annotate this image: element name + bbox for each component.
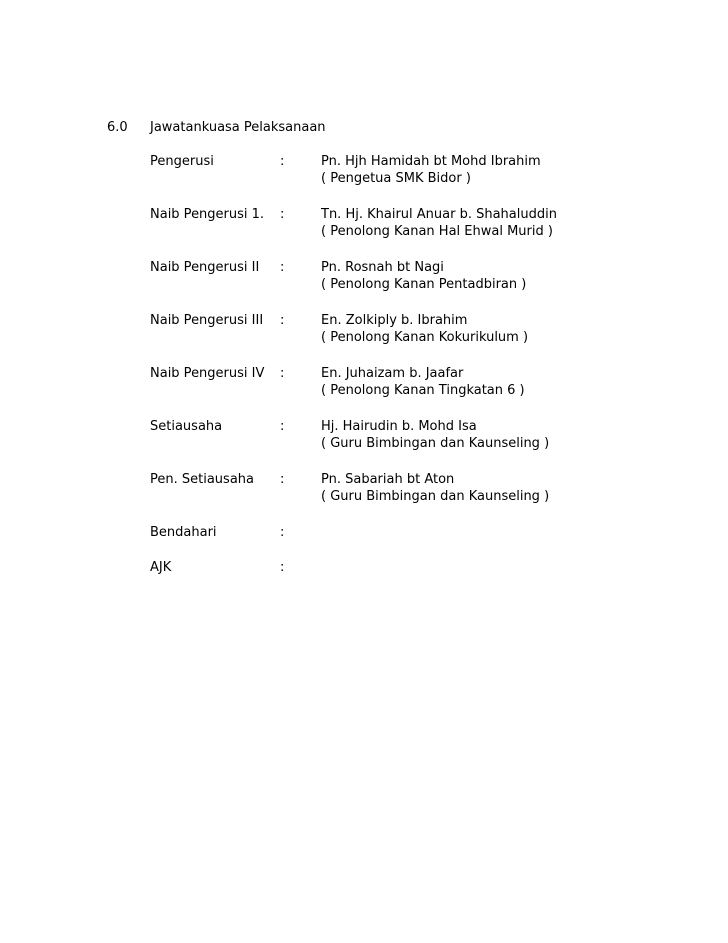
committee-row-setiausaha bbox=[150, 418, 610, 454]
member-position: ( Pengetua SMK Bidor ) bbox=[321, 171, 471, 186]
member-position: ( Penolong Kanan Kokurikulum ) bbox=[321, 330, 529, 345]
row-gap bbox=[150, 295, 610, 312]
committee-list bbox=[150, 153, 610, 577]
section-number: 6.0 bbox=[107, 120, 128, 135]
committee-row-naib-pengerusi-3 bbox=[150, 312, 610, 348]
committee-row-bendahari bbox=[150, 524, 610, 542]
row-gap bbox=[150, 454, 610, 471]
role-separator: : bbox=[280, 472, 285, 487]
member-name: Hj. Hairudin b. Mohd Isa bbox=[321, 419, 477, 434]
role-label: Bendahari bbox=[150, 525, 217, 540]
role-separator: : bbox=[280, 419, 285, 434]
member-position: ( Guru Bimbingan dan Kaunseling ) bbox=[321, 489, 550, 504]
member-position: ( Guru Bimbingan dan Kaunseling ) bbox=[321, 436, 550, 451]
section-title: Jawatankuasa Pelaksanaan bbox=[150, 120, 326, 135]
member-name: Pn. Sabariah bt Aton bbox=[321, 472, 455, 487]
committee-row-naib-pengerusi-1 bbox=[150, 206, 610, 242]
role-label: AJK bbox=[150, 560, 172, 575]
role-separator: : bbox=[280, 313, 285, 328]
row-gap bbox=[150, 542, 610, 559]
row-gap bbox=[150, 401, 610, 418]
role-label: Naib Pengerusi 1. bbox=[150, 207, 265, 222]
role-separator: : bbox=[280, 560, 285, 575]
role-separator: : bbox=[280, 525, 285, 540]
member-position: ( Penolong Kanan Pentadbiran ) bbox=[321, 277, 527, 292]
committee-row-ajk bbox=[150, 559, 610, 577]
member-position: ( Penolong Kanan Hal Ehwal Murid ) bbox=[321, 224, 553, 239]
role-separator: : bbox=[280, 260, 285, 275]
member-name: En. Juhaizam b. Jaafar bbox=[321, 366, 464, 381]
row-gap bbox=[150, 507, 610, 524]
member-name: Pn. Rosnah bt Nagi bbox=[321, 260, 444, 275]
committee-row-pen-setiausaha bbox=[150, 471, 610, 507]
role-label: Setiausaha bbox=[150, 419, 223, 434]
row-gap bbox=[150, 189, 610, 206]
member-name: Tn. Hj. Khairul Anuar b. Shahaluddin bbox=[321, 207, 557, 222]
role-label: Pengerusi bbox=[150, 154, 214, 169]
role-separator: : bbox=[280, 366, 285, 381]
role-separator: : bbox=[280, 207, 285, 222]
role-separator: : bbox=[280, 154, 285, 169]
member-position: ( Penolong Kanan Tingkatan 6 ) bbox=[321, 383, 525, 398]
member-name: Pn. Hjh Hamidah bt Mohd Ibrahim bbox=[321, 154, 541, 169]
role-label: Naib Pengerusi III bbox=[150, 313, 264, 328]
role-label: Naib Pengerusi II bbox=[150, 260, 260, 275]
committee-row-naib-pengerusi-4 bbox=[150, 365, 610, 401]
row-gap bbox=[150, 348, 610, 365]
row-gap bbox=[150, 242, 610, 259]
role-label: Pen. Setiausaha bbox=[150, 472, 254, 487]
committee-row-pengerusi bbox=[150, 153, 610, 189]
committee-row-naib-pengerusi-2 bbox=[150, 259, 610, 295]
role-label: Naib Pengerusi IV bbox=[150, 366, 265, 381]
member-name: En. Zolkiply b. Ibrahim bbox=[321, 313, 468, 328]
